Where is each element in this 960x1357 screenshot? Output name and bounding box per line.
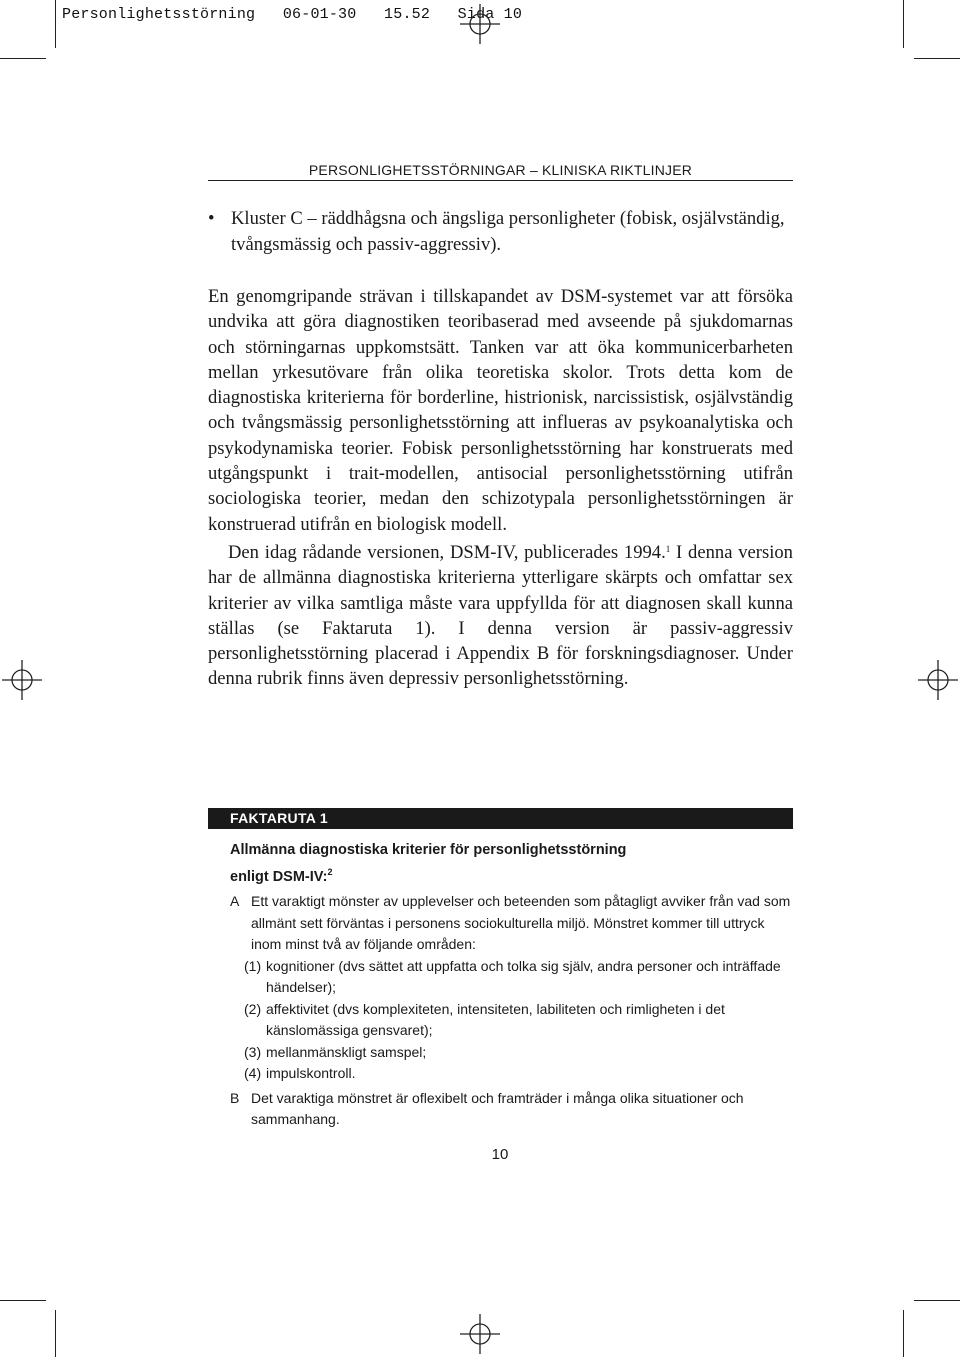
- fact-box-title-line1: Allmänna diagnostiska kriterier för personlighetsstörning: [230, 842, 627, 858]
- criterion-item-text: impulskontroll.: [266, 1065, 356, 1081]
- criterion-item: [230, 1063, 793, 1085]
- registration-mark-icon: [460, 4, 500, 44]
- paragraph-1: En genomgripande strävan i tillskapandet av DSM-systemet var att försöka undvika att göra diagnostiken teoribaserad med avseende på sjukdomarnas och störningarnas uppkomstsätt. Tanken var att öka kommunicerbarheten mellan yrkesutövare från olika teoretiska skolor. Trots detta kom de diagnostiska kriterierna för borderline, histrionisk, narcissistisk, osjälvständig och tvångsmässig personlighetsstörning att influeras av psykoanalytiska och psykodynamiska teorier. Fobisk personlighetsstörning har konstruerats med utgångspunkt i trait-modellen, antisocial personlighetsstörning utifrån sociologiska teorier, medan den schizotypala personlighetsstörningen är konstruerad utifrån en biologisk modell.: [208, 286, 793, 535]
- paragraph-2: [208, 537, 793, 692]
- criterion-item: [230, 999, 793, 1042]
- registration-mark-icon: [460, 1314, 500, 1354]
- bullet-item: [208, 206, 793, 257]
- crop-mark: [914, 58, 960, 59]
- print-header: Personlighetsstörning 06-01-30 15.52 Sida 10: [62, 6, 523, 23]
- running-head: PERSONLIGHETSSTÖRNINGAR – KLINISKA RIKTLINJER: [308, 162, 693, 178]
- fact-box-title-line2: enligt DSM-IV:: [230, 868, 328, 885]
- criterion-item-number: (3): [244, 1043, 262, 1060]
- paragraph-2-end: I denna version har de allmänna diagnostiska kriterierna ytterligare skärpts och omfattar sex kriterier av vilka samtliga måste vara uppfyllda för att diagnosen skall kunna ställas (se Faktaruta 1). I denna version är passiv-aggressiv personlighetsstörning placerad i Appendix B för forskningsdiagnoser. Under denna rubrik finns även depressiv personlighetsstörning.: [208, 541, 793, 690]
- criterion-item: [230, 956, 793, 999]
- criterion-item-text: mellanmänskligt samspel;: [266, 1043, 427, 1060]
- criterion-a-letter: A: [230, 893, 240, 909]
- fact-box-label: FAKTARUTA 1: [208, 808, 793, 829]
- paragraph-2-start: Den idag rådande versionen, DSM-IV, publicerades 1994.: [228, 541, 666, 563]
- crop-mark: [0, 1300, 46, 1301]
- crop-mark: [55, 0, 56, 48]
- footnote-ref-1: 1: [665, 543, 671, 554]
- criterion-item-text: affektivitet (dvs komplexiteten, intensiteten, labiliteten och rimligheten i det känslomässiga gensvaret);: [266, 1000, 725, 1038]
- criterion-item-number: (4): [244, 1065, 262, 1081]
- registration-mark-icon: [918, 660, 958, 700]
- criterion-b-text: Det varaktiga mönstret är oflexibelt och framträder i många olika situationer och sammanhang.: [251, 1089, 744, 1127]
- footnote-ref-2: 2: [327, 866, 333, 877]
- criterion-item: [230, 1042, 793, 1064]
- page-number: 10: [491, 1146, 509, 1163]
- crop-mark: [903, 1310, 904, 1357]
- criterion-a: [230, 891, 793, 956]
- criterion-item-number: (2): [244, 1000, 262, 1017]
- crop-mark: [914, 1300, 960, 1301]
- registration-mark-icon: [2, 660, 42, 700]
- running-head-rule: [208, 180, 793, 181]
- body-text: [208, 284, 793, 692]
- criterion-a-text: Ett varaktigt mönster av upplevelser och beteenden som påtagligt avviker från vad som allmänt sett förväntas i personens sociokulturella miljö. Mönstret kommer till uttryck inom minst två av följande områden:: [251, 893, 791, 952]
- fact-box-title-line2-wrap: [230, 862, 793, 889]
- crop-mark: [55, 1310, 56, 1357]
- criterion-b-letter: B: [230, 1089, 240, 1106]
- bullet-text: Kluster C – räddhågsna och ängsliga personligheter (fobisk, osjälvständig, tvångsmässig och passiv-aggressiv).: [231, 208, 785, 255]
- criterion-item-number: (1): [244, 957, 262, 974]
- crop-mark: [903, 0, 904, 48]
- criterion-b: [230, 1088, 793, 1131]
- crop-mark: [0, 58, 46, 59]
- criterion-item-text: kognitioner (dvs sättet att uppfatta och tolka sig själv, andra personer och inträffade händelser);: [266, 957, 781, 995]
- fact-box-title: [230, 840, 793, 888]
- fact-box: [230, 840, 793, 1131]
- bullet-icon: •: [208, 208, 215, 229]
